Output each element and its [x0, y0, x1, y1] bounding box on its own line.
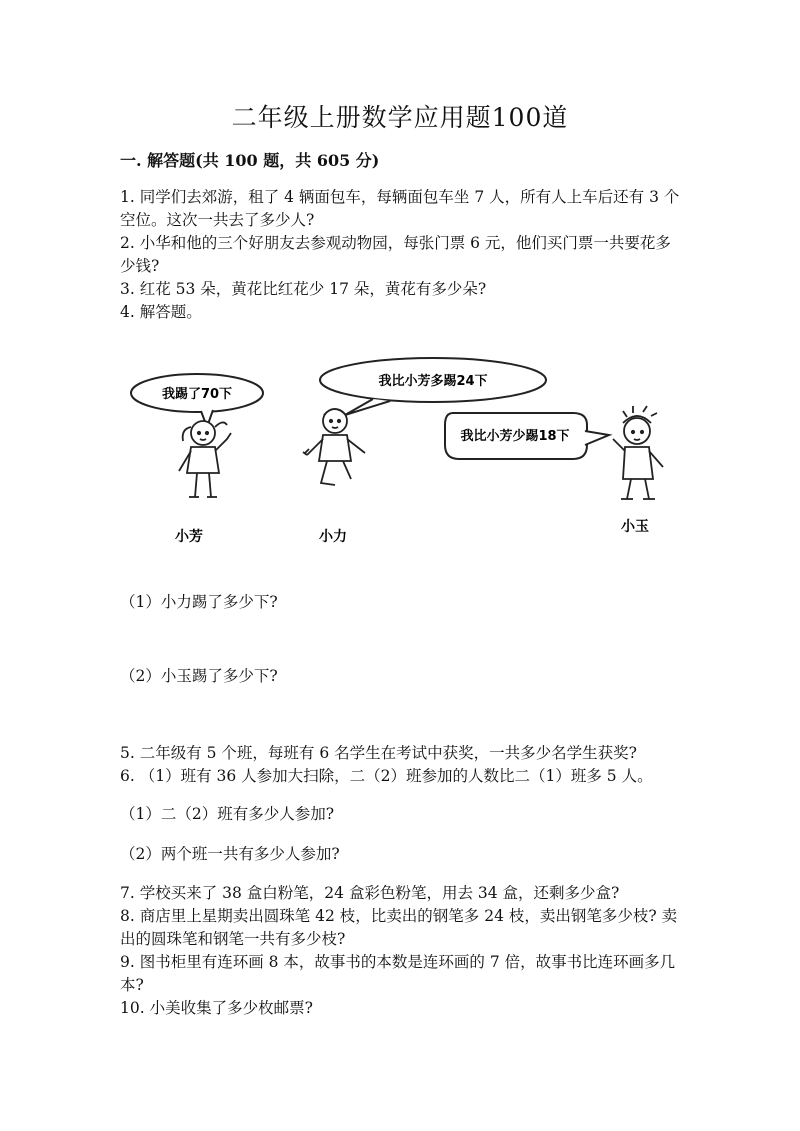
page-title: 二年级上册数学应用题100道 — [231, 103, 569, 132]
name-label-xiaoli: 小力 — [319, 529, 347, 545]
question-4-part-2: （2）小玉踢了多少下? — [120, 667, 278, 685]
question-5: 5. 二年级有 5 个班，每班有 6 名学生在考试中获奖，一共多少名学生获奖? — [120, 744, 637, 762]
question-2: 2. 小华和他的三个好朋友去参观动物园，每张门票 6 元，他们买门票一共要花多少钱? — [120, 234, 671, 275]
kicking-illustration — [115, 355, 685, 555]
name-label-xiaofang: 小芳 — [175, 529, 203, 545]
question-6-part-2: （2）两个班一共有多少人参加? — [120, 845, 340, 863]
question-6: 6. （1）班有 36 人参加大扫除，二（2）班参加的人数比二（1）班多 5 人。 — [120, 767, 653, 785]
section-heading: 一. 解答题(共 100 题，共 605 分) — [120, 151, 380, 170]
question-7: 7. 学校买来了 38 盒白粉笔，24 盒彩色粉笔，用去 34 盒，还剩多少盒? — [120, 884, 620, 902]
question-8: 8. 商店里上星期卖出圆珠笔 42 枝，比卖出的钢笔多 24 枝，卖出钢笔多少枝? 卖出的圆珠笔和钢笔一共有多少枝? — [120, 907, 678, 948]
question-1: 1. 同学们去郊游，租了 4 辆面包车，每辆面包车坐 7 人，所有人上车后还有 3 个空位。这次一共去了多少人? — [120, 188, 680, 229]
speech-bubble-2 — [320, 358, 546, 415]
question-3: 3. 红花 53 朵，黄花比红花少 17 朵，黄花有多少朵? — [120, 280, 487, 298]
name-label-xiaoyu: 小玉 — [621, 519, 649, 535]
question-6-part-1: （1）二（2）班有多少人参加? — [120, 805, 335, 823]
speech-bubble-3 — [445, 413, 609, 459]
girl-xiaofang-figure — [179, 421, 231, 497]
speech-bubble-1 — [131, 374, 263, 427]
girl-xiaoyu-figure — [613, 406, 663, 499]
boy-xiaoli-figure — [303, 409, 365, 485]
question-4: 4. 解答题。 — [120, 303, 202, 321]
illustration-svg — [115, 355, 685, 555]
question-10: 10. 小美收集了多少枚邮票? — [120, 999, 313, 1017]
question-4-part-1: （1）小力踢了多少下? — [120, 593, 278, 611]
bubble-1-text: 我踢了70下 — [161, 387, 233, 402]
bubble-3-text: 我比小芳少踢18下 — [460, 429, 570, 444]
question-9: 9. 图书柜里有连环画 8 本，故事书的本数是连环画的 7 倍，故事书比连环画多几本? — [120, 953, 676, 994]
bubble-2-text: 我比小芳多踢24下 — [378, 374, 488, 389]
